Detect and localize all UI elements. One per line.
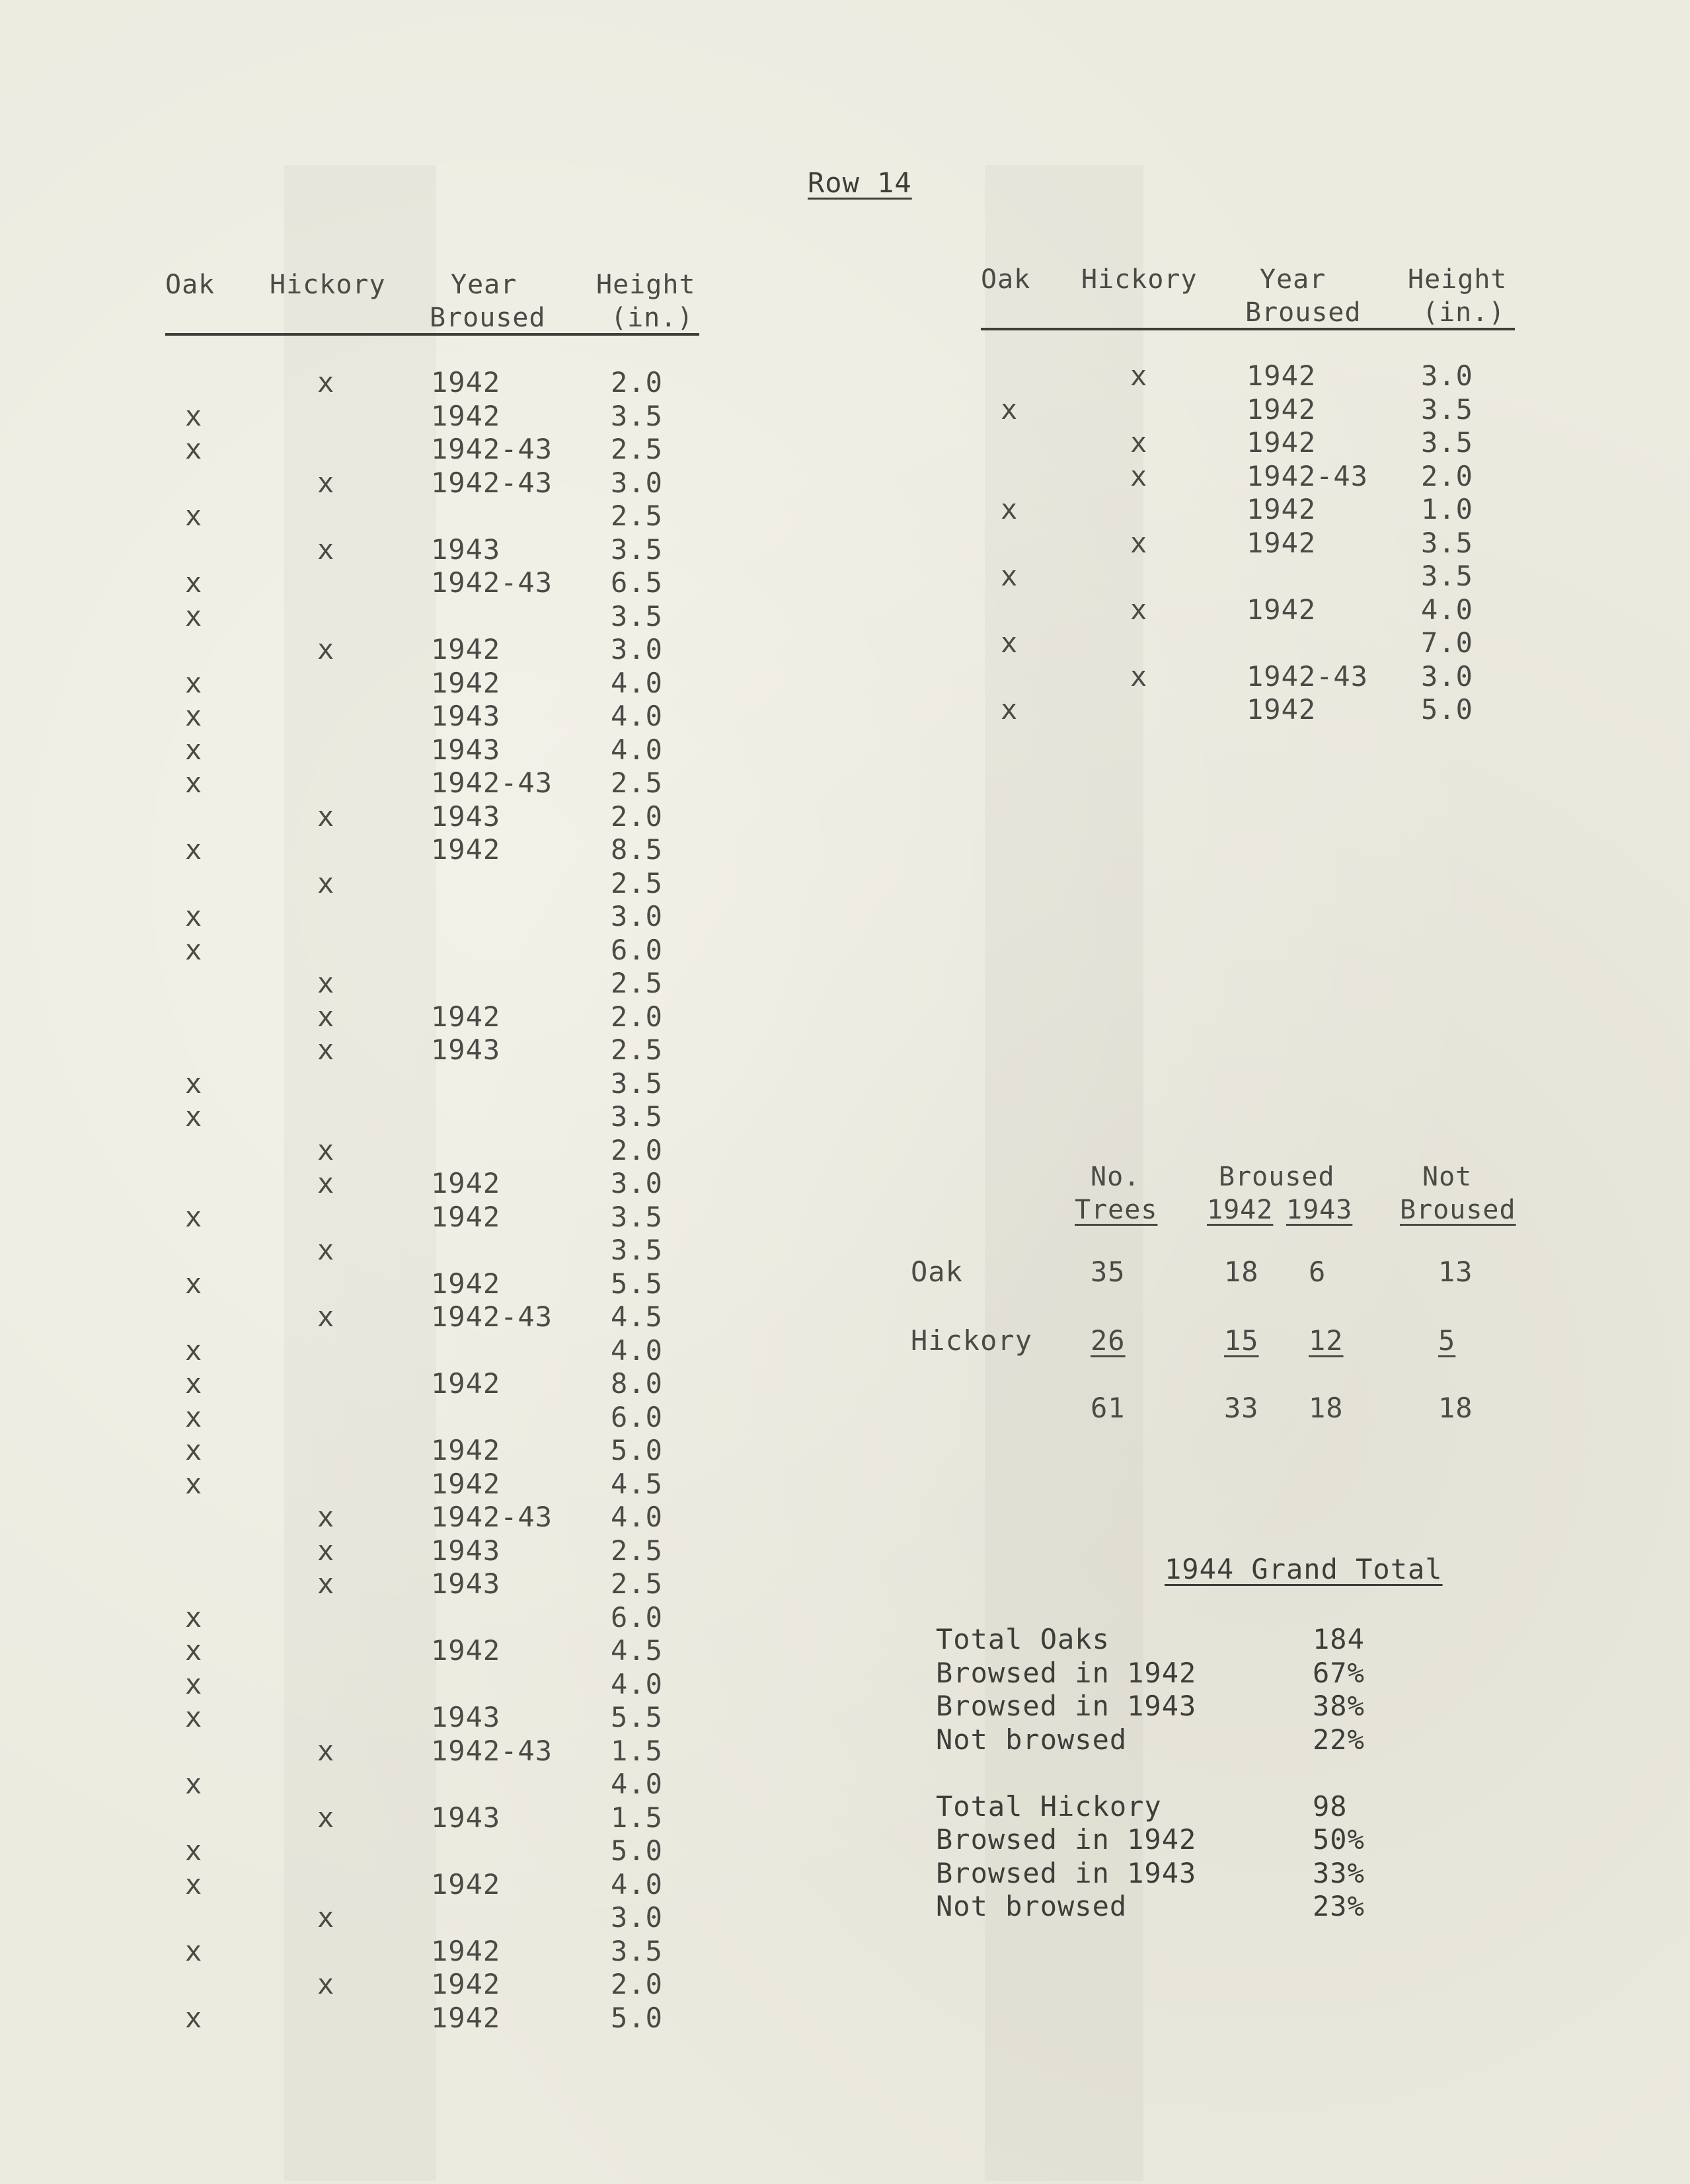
cell-year: 1942-43 (431, 767, 553, 799)
cell-year: 1942 (431, 1468, 501, 1500)
cell-height: 2.5 (611, 500, 663, 532)
grand-total-label: Total Oaks (936, 1623, 1110, 1655)
cell-year: 1942 (431, 1267, 501, 1300)
cell-year: 1942-43 (431, 1735, 553, 1767)
cell-height: 3.0 (1421, 359, 1473, 392)
cell-year: 1942-43 (1247, 660, 1369, 693)
cell-height: 3.5 (611, 400, 663, 432)
cell-oak: x (185, 1768, 203, 1800)
summary-trees: 61 (1091, 1392, 1126, 1424)
cell-height: 2.5 (611, 967, 663, 999)
cell-hickory: x (317, 467, 335, 499)
cell-height: 4.0 (611, 1334, 663, 1367)
summary-label: Hickory (911, 1324, 1033, 1357)
cell-height: 3.0 (611, 1901, 663, 1934)
summary-header-not-browsed: Broused (1400, 1195, 1516, 1225)
cell-oak: x (185, 833, 203, 866)
grand-total-value: 67% (1313, 1657, 1365, 1689)
cell-hickory: x (1130, 527, 1148, 559)
summary-trees: 26 (1091, 1324, 1126, 1357)
summary-header-no: No. (1091, 1162, 1141, 1192)
cell-height: 3.0 (611, 1167, 663, 1199)
grand-total-title: 1944 Grand Total (1165, 1553, 1443, 1585)
cell-year: 1942 (431, 1634, 501, 1667)
cell-oak: x (185, 1367, 203, 1400)
summary-browsed-1943: 6 (1309, 1256, 1326, 1288)
cell-oak: x (1001, 493, 1018, 525)
summary-header-1943: 1943 (1286, 1195, 1353, 1225)
cell-oak: x (185, 1834, 203, 1867)
cell-height: 5.0 (611, 1434, 663, 1466)
cell-height: 8.5 (611, 833, 663, 866)
cell-height: 2.0 (1421, 460, 1473, 492)
cell-oak: x (185, 600, 203, 632)
summary-browsed-1942: 15 (1224, 1324, 1259, 1357)
summary-not-browsed: 18 (1438, 1392, 1473, 1424)
cell-year: 1942 (431, 1968, 501, 2000)
col-header-hickory: Hickory (1081, 264, 1198, 295)
grand-total-label: Not browsed (936, 1890, 1128, 1922)
col-header-oak: Oak (165, 270, 215, 300)
cell-hickory: x (317, 1167, 335, 1199)
cell-hickory: x (317, 1234, 335, 1266)
summary-header-1942: 1942 (1207, 1195, 1274, 1225)
cell-year: 1942 (1247, 527, 1317, 559)
col-header-height: Height (1408, 264, 1508, 295)
grand-total-label: Total Hickory (936, 1790, 1162, 1823)
cell-year: 1943 (431, 1034, 501, 1066)
grand-total-value: 33% (1313, 1857, 1365, 1889)
cell-hickory: x (1130, 660, 1148, 693)
cell-oak: x (185, 1201, 203, 1233)
cell-oak: x (185, 1701, 203, 1733)
cell-hickory: x (317, 967, 335, 999)
cell-height: 4.5 (611, 1468, 663, 1500)
cell-oak: x (185, 667, 203, 699)
col-header-year: Year (1260, 264, 1326, 295)
summary-trees: 35 (1091, 1256, 1126, 1288)
cell-height: 4.0 (611, 1768, 663, 1800)
cell-year: 1942 (1247, 359, 1317, 392)
cell-oak: x (185, 1468, 203, 1500)
cell-year: 1942 (431, 833, 501, 866)
col-header-height: Height (596, 270, 696, 300)
cell-year: 1942 (1247, 693, 1317, 726)
cell-oak: x (185, 1067, 203, 1100)
cell-height: 3.5 (611, 1201, 663, 1233)
cell-year: 1942 (431, 1434, 501, 1466)
summary-browsed-1942: 18 (1224, 1256, 1259, 1288)
cell-hickory: x (1130, 460, 1148, 492)
cell-oak: x (185, 1334, 203, 1367)
cell-height: 2.5 (611, 1534, 663, 1567)
cell-height: 3.5 (1421, 393, 1473, 426)
cell-hickory: x (317, 1000, 335, 1033)
cell-year: 1942 (431, 1201, 501, 1233)
cell-height: 2.5 (611, 1034, 663, 1066)
grand-total-label: Not browsed (936, 1723, 1128, 1756)
grand-total-label: Browsed in 1942 (936, 1657, 1197, 1689)
cell-oak: x (185, 1935, 203, 1967)
cell-year: 1943 (431, 700, 501, 732)
grand-total-value: 184 (1313, 1623, 1365, 1655)
cell-oak: x (1001, 560, 1018, 592)
grand-total-value: 38% (1313, 1690, 1365, 1722)
cell-hickory: x (317, 1034, 335, 1066)
cell-height: 3.0 (611, 900, 663, 932)
cell-height: 2.0 (611, 1000, 663, 1033)
cell-oak: x (185, 1267, 203, 1300)
cell-hickory: x (317, 1801, 335, 1834)
cell-height: 7.0 (1421, 626, 1473, 659)
cell-year: 1942 (431, 1935, 501, 1967)
cell-hickory: x (317, 867, 335, 899)
cell-oak: x (185, 900, 203, 932)
cell-hickory: x (317, 1501, 335, 1533)
cell-oak: x (1001, 626, 1018, 659)
cell-height: 4.0 (611, 1868, 663, 1901)
header-rule (981, 328, 1515, 330)
col-header-height-sub: (in.) (611, 303, 694, 333)
cell-height: 3.5 (611, 600, 663, 632)
cell-height: 3.5 (1421, 560, 1473, 592)
cell-oak: x (185, 1434, 203, 1466)
cell-oak: x (185, 1634, 203, 1667)
cell-year: 1942 (431, 1868, 501, 1901)
cell-oak: x (185, 566, 203, 599)
cell-height: 5.5 (611, 1701, 663, 1733)
cell-year: 1942 (431, 400, 501, 432)
page-title: Row 14 (808, 167, 912, 199)
col-header-hickory: Hickory (270, 270, 386, 300)
cell-height: 3.5 (611, 533, 663, 566)
cell-height: 1.0 (1421, 493, 1473, 525)
cell-oak: x (1001, 693, 1018, 726)
cell-height: 2.5 (611, 867, 663, 899)
cell-height: 1.5 (611, 1735, 663, 1767)
cell-hickory: x (317, 1901, 335, 1934)
cell-oak: x (185, 734, 203, 766)
cell-height: 3.0 (1421, 660, 1473, 693)
summary-header-trees: Trees (1075, 1195, 1158, 1225)
cell-oak: x (185, 2002, 203, 2034)
cell-height: 2.5 (611, 433, 663, 465)
cell-height: 4.0 (611, 734, 663, 766)
cell-oak: x (185, 500, 203, 532)
cell-hickory: x (317, 533, 335, 566)
cell-year: 1943 (431, 1567, 501, 1600)
cell-height: 5.5 (611, 1267, 663, 1300)
summary-label: Oak (911, 1256, 963, 1288)
summary-not-browsed: 13 (1438, 1256, 1473, 1288)
col-header-year-sub: Broused (1245, 297, 1362, 328)
summary-browsed-1942: 33 (1224, 1392, 1259, 1424)
summary-browsed-1943: 18 (1309, 1392, 1344, 1424)
cell-height: 6.5 (611, 566, 663, 599)
cell-hickory: x (317, 1968, 335, 2000)
cell-oak: x (185, 767, 203, 799)
cell-height: 4.0 (611, 667, 663, 699)
cell-year: 1942-43 (431, 467, 553, 499)
grand-total-label: Browsed in 1943 (936, 1857, 1197, 1889)
cell-height: 3.0 (611, 633, 663, 665)
cell-oak: x (185, 934, 203, 966)
cell-hickory: x (317, 633, 335, 665)
cell-year: 1943 (431, 1801, 501, 1834)
cell-height: 2.0 (611, 366, 663, 398)
cell-height: 2.0 (611, 800, 663, 833)
cell-height: 4.0 (1421, 593, 1473, 626)
cell-year: 1942 (431, 1000, 501, 1033)
col-header-year-sub: Broused (430, 303, 546, 333)
cell-oak: x (185, 400, 203, 432)
cell-height: 3.5 (611, 1067, 663, 1100)
cell-year: 1942-43 (1247, 460, 1369, 492)
cell-hickory: x (317, 1567, 335, 1600)
cell-hickory: x (317, 1300, 335, 1333)
cell-year: 1943 (431, 1701, 501, 1733)
cell-year: 1943 (431, 734, 501, 766)
cell-oak: x (185, 1401, 203, 1433)
cell-hickory: x (317, 1534, 335, 1567)
cell-height: 2.5 (611, 1567, 663, 1600)
grand-total-label: Browsed in 1943 (936, 1690, 1197, 1722)
grand-total-label: Browsed in 1942 (936, 1823, 1197, 1856)
cell-height: 3.0 (611, 467, 663, 499)
col-header-height-sub: (in.) (1422, 297, 1506, 328)
cell-year: 1942 (1247, 393, 1317, 426)
grand-total-value: 23% (1313, 1890, 1365, 1922)
cell-height: 6.0 (611, 934, 663, 966)
cell-year: 1942-43 (431, 1300, 553, 1333)
cell-oak: x (185, 433, 203, 465)
cell-hickory: x (317, 1735, 335, 1767)
cell-height: 2.0 (611, 1134, 663, 1166)
cell-oak: x (185, 1868, 203, 1901)
cell-year: 1942 (431, 366, 501, 398)
cell-oak: x (185, 1668, 203, 1700)
cell-hickory: x (1130, 593, 1148, 626)
header-rule (165, 333, 699, 336)
summary-browsed-1943: 12 (1309, 1324, 1344, 1357)
cell-hickory: x (317, 1134, 335, 1166)
cell-oak: x (185, 1601, 203, 1634)
cell-year: 1943 (431, 533, 501, 566)
cell-height: 3.5 (1421, 426, 1473, 459)
cell-height: 6.0 (611, 1401, 663, 1433)
cell-height: 1.5 (611, 1801, 663, 1834)
cell-oak: x (1001, 393, 1018, 426)
cell-year: 1943 (431, 800, 501, 833)
cell-hickory: x (317, 366, 335, 398)
cell-height: 5.0 (611, 1834, 663, 1867)
cell-height: 3.5 (611, 1100, 663, 1133)
cell-height: 3.5 (1421, 527, 1473, 559)
cell-hickory: x (317, 800, 335, 833)
col-header-year: Year (451, 270, 518, 300)
cell-year: 1942 (1247, 593, 1317, 626)
cell-year: 1942 (431, 1367, 501, 1400)
cell-height: 4.5 (611, 1634, 663, 1667)
cell-height: 5.0 (1421, 693, 1473, 726)
cell-year: 1942 (1247, 426, 1317, 459)
cell-height: 4.5 (611, 1300, 663, 1333)
cell-oak: x (185, 700, 203, 732)
cell-year: 1942 (431, 2002, 501, 2034)
grand-total-value: 22% (1313, 1723, 1365, 1756)
cell-hickory: x (1130, 359, 1148, 392)
cell-year: 1942-43 (431, 1501, 553, 1533)
cell-height: 2.5 (611, 767, 663, 799)
summary-header-browsed: Broused (1219, 1162, 1335, 1192)
grand-total-value: 50% (1313, 1823, 1365, 1856)
summary-not-browsed: 5 (1438, 1324, 1456, 1357)
cell-year: 1942-43 (431, 566, 553, 599)
summary-header-not: Not (1422, 1162, 1473, 1192)
paper-shade (284, 165, 436, 2181)
cell-hickory: x (1130, 426, 1148, 459)
cell-height: 8.0 (611, 1367, 663, 1400)
cell-year: 1942 (431, 1167, 501, 1199)
cell-height: 3.5 (611, 1935, 663, 1967)
cell-year: 1943 (431, 1534, 501, 1567)
cell-height: 2.0 (611, 1968, 663, 2000)
cell-oak: x (185, 1100, 203, 1133)
cell-height: 5.0 (611, 2002, 663, 2034)
cell-year: 1942 (431, 633, 501, 665)
cell-height: 4.0 (611, 700, 663, 732)
grand-total-value: 98 (1313, 1790, 1348, 1823)
cell-height: 4.0 (611, 1668, 663, 1700)
cell-year: 1942-43 (431, 433, 553, 465)
cell-height: 3.5 (611, 1234, 663, 1266)
cell-height: 4.0 (611, 1501, 663, 1533)
cell-height: 6.0 (611, 1601, 663, 1634)
cell-year: 1942 (431, 667, 501, 699)
col-header-oak: Oak (981, 264, 1031, 295)
cell-year: 1942 (1247, 493, 1317, 525)
